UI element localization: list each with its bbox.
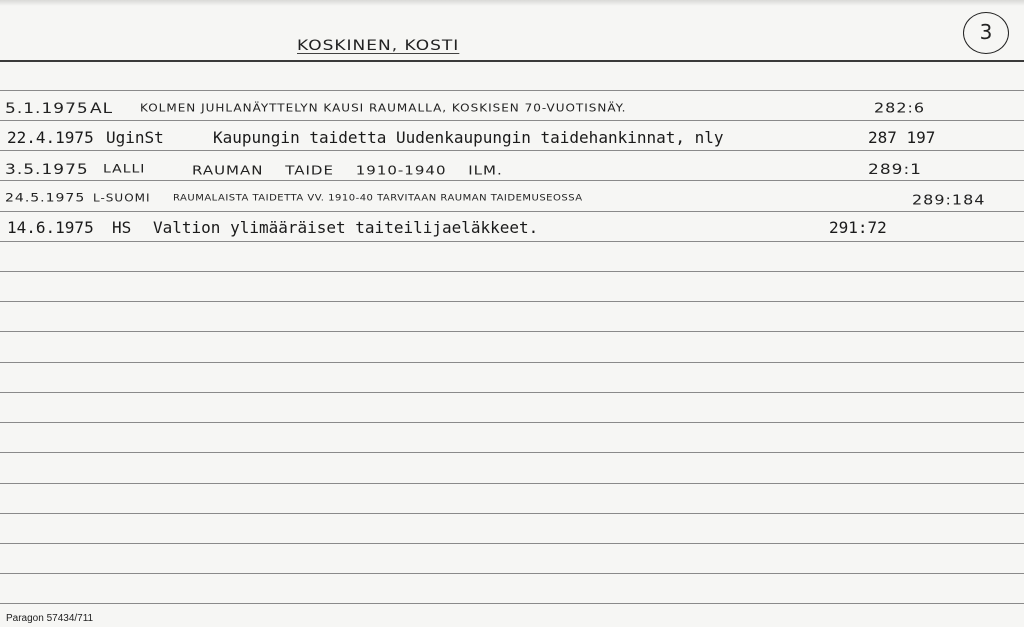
card-number-circle xyxy=(963,12,1009,54)
line-8 xyxy=(0,301,1024,302)
line-2 xyxy=(0,120,1024,121)
entry-text: Valtion ylimääräiset taiteilijaeläkkeet. xyxy=(153,218,539,237)
entry-date: 22.4.1975 xyxy=(7,128,94,147)
entry-date: 24.5.1975 xyxy=(5,191,86,205)
line-15 xyxy=(0,513,1024,514)
line-1 xyxy=(0,90,1024,91)
line-18 xyxy=(0,603,1024,604)
line-11 xyxy=(0,392,1024,393)
card-title: KOSKINEN, KOSTI xyxy=(297,37,460,54)
line-13 xyxy=(0,452,1024,453)
line-6 xyxy=(0,241,1024,242)
line-3 xyxy=(0,150,1024,151)
entry-date: 14.6.1975 xyxy=(7,218,94,237)
entry-text: Kaupungin taidetta Uudenkaupungin taidehankinnat, nly xyxy=(213,128,724,147)
entry-ref: 289:1 xyxy=(868,161,922,178)
line-12 xyxy=(0,422,1024,423)
line-16 xyxy=(0,543,1024,544)
entry-source: L-SUOMI xyxy=(93,192,151,204)
entry-text: RAUMAN TAIDE 1910-1940 ILM. xyxy=(192,162,503,178)
line-9 xyxy=(0,331,1024,332)
entry-text: KOLMEN JUHLANÄYTTELYN KAUSI RAUMALLA, KOSKISEN 70-VUOTISNÄY. xyxy=(140,102,627,114)
card-number: 3 xyxy=(979,20,993,44)
entry-text: RAUMALAISTA TAIDETTA VV. 1910-40 TARVITAAN RAUMAN TAIDEMUSEOSSA xyxy=(173,193,583,203)
entry-source: UginSt xyxy=(106,128,164,147)
entry-source: HS xyxy=(112,218,132,237)
entry-date: 3.5.1975 xyxy=(5,161,89,178)
line-17 xyxy=(0,573,1024,574)
card-top-edge xyxy=(0,0,1024,6)
entry-ref: 287 197 xyxy=(868,128,936,147)
entry-date: 5.1.1975 xyxy=(5,100,89,117)
line-5 xyxy=(0,211,1024,212)
line-4 xyxy=(0,180,1024,181)
line-14 xyxy=(0,483,1024,484)
entry-ref: 282:6 xyxy=(874,99,926,116)
entry-ref: 289:184 xyxy=(912,191,986,208)
entry-source: LALLI xyxy=(103,162,146,176)
line-10 xyxy=(0,362,1024,363)
card-footer: Paragon 57434/711 xyxy=(6,613,94,624)
entry-ref: 291:72 xyxy=(829,218,887,237)
line-7 xyxy=(0,271,1024,272)
entry-source: AL xyxy=(90,100,114,117)
header-rule xyxy=(0,60,1024,62)
